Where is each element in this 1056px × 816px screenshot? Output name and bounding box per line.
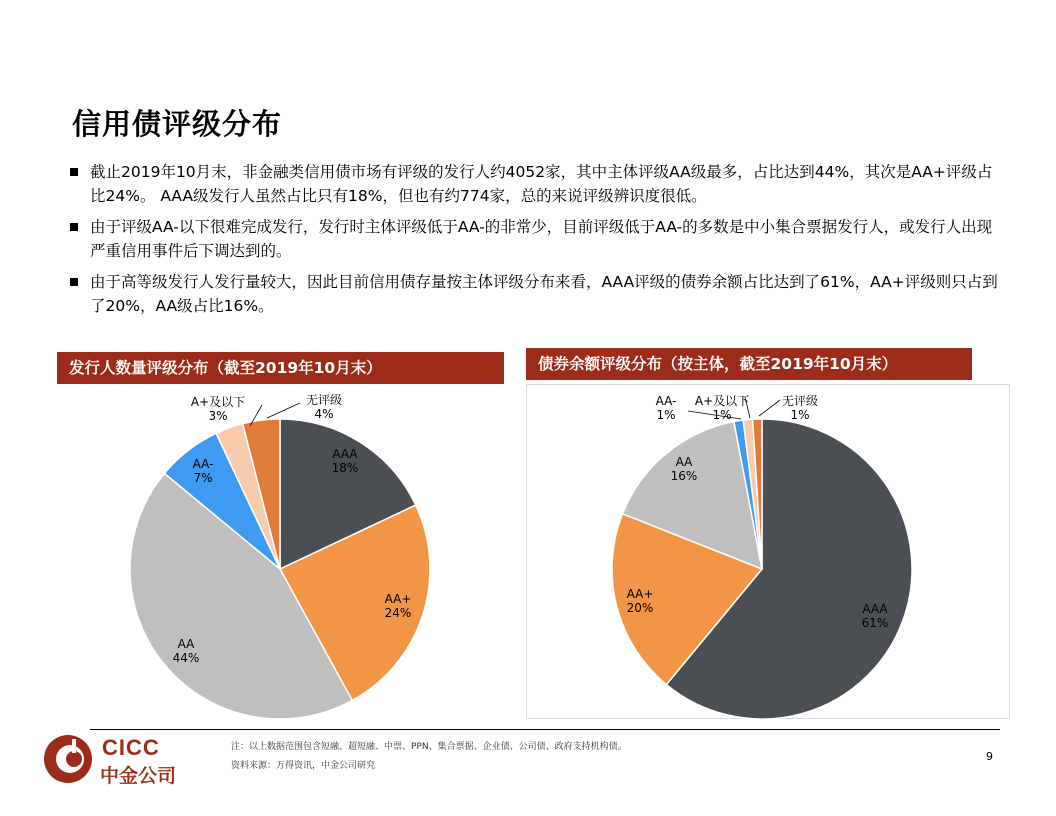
slide-title: 信用债评级分布 — [72, 107, 283, 141]
page-number: 9 — [986, 750, 993, 763]
logo-text-en: CICC — [102, 735, 160, 760]
pie-1-label-aaplus: AA+ — [384, 592, 412, 606]
footer-note: 注：以上数据范围包含短融、超短融、中票、PPN、集合票据、企业债、公司债、政府支持机构债。 — [231, 742, 627, 752]
pie-1-pct-aaminus: 7% — [193, 471, 213, 485]
pie-2-pct-a-plus-and-below: 1% — [712, 408, 732, 422]
pie-1-callout-unrated — [267, 403, 300, 418]
pie-2-label-aa: AA — [675, 455, 693, 469]
cicc-logo-icon — [42, 733, 98, 789]
bullet-text: 由于评级AA-以下很难完成发行，发行时主体评级低于AA-的非常少，目前评级低于AA-的多数是中小集合票据发行人，或发行人出现严重信用事件后下调达到的。 — [90, 218, 993, 260]
pie-1-pct-unrated: 4% — [314, 407, 334, 421]
pie-2-label-aaplus: AA+ — [626, 587, 654, 601]
pie-1-label-aa: AA — [177, 637, 195, 651]
pie-2-pct-aaa: 61% — [861, 616, 889, 630]
pie-1-pct-aa: 44% — [172, 651, 200, 665]
pie-1-label-a-plus-and-below: A+及以下 — [190, 395, 246, 409]
left-chart-title: 发行人数量评级分布（截至2019年10月末） — [57, 352, 504, 384]
bullet-text: 截止2019年10月末，非金融类信用债市场有评级的发行人约4052家，其中主体评级AA级最多，占比达到44%，其次是AA+评级占比24%。 AAA级发行人虽然占比只有18%，但也有约774家，总的来说评级辨识度很低。 — [90, 163, 993, 205]
pie-1-pct-a-plus-and-below: 3% — [208, 409, 228, 423]
footer-divider — [90, 729, 1000, 730]
footer-source: 资料来源：万得资讯，中金公司研究 — [231, 761, 376, 771]
pie-2-pct-aaminus: 1% — [656, 408, 676, 422]
cicc-logo — [42, 733, 202, 789]
pie-1-label-aaminus: AA- — [192, 457, 214, 471]
pie-1-pct-aaplus: 24% — [384, 606, 412, 620]
pie-1-label-aaa: AAA — [332, 447, 358, 461]
bullet-text: 由于高等级发行人发行量较大，因此目前信用债存量按主体评级分布来看，AAA评级的债券余额占比达到了61%，AA+评级则只占到了20%，AA级占比16%。 — [90, 273, 998, 315]
pie-2-pct-unrated: 1% — [790, 408, 810, 422]
pie-2-pct-aa: 16% — [670, 469, 698, 483]
pie-1-label-unrated: 无评级 — [305, 393, 343, 407]
pie-2-label-a-plus-and-below: A+及以下 — [694, 394, 750, 408]
right-chart-title: 债券余额评级分布（按主体，截至2019年10月末） — [526, 348, 972, 380]
logo-text-cn: 中金公司 — [100, 765, 177, 787]
pie-2-label-unrated: 无评级 — [781, 394, 819, 408]
pie-2-pct-aaplus: 20% — [626, 601, 654, 615]
pie-2-callout-unrated — [759, 400, 780, 416]
pie-1-pct-aaa: 18% — [331, 461, 359, 475]
pie-2-label-aaa: AAA — [862, 602, 888, 616]
pie-2-label-aaminus: AA- — [655, 394, 677, 408]
